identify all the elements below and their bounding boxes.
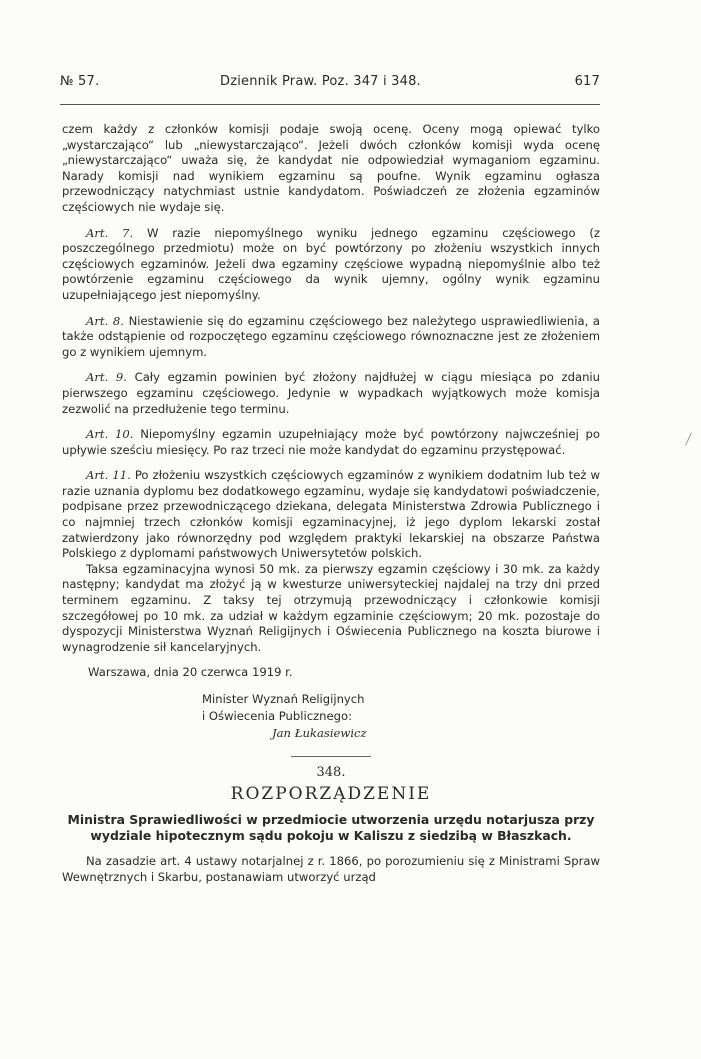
- article-11: [62, 468, 600, 562]
- article-text: Niepomyślny egzamin uzupełniający może być powtórzony najwcześniej po upływie sześciu miesięcy. Po raz trzeci nie może kandydat do egzaminu przystępować.: [62, 427, 600, 457]
- act-number: 348.: [316, 765, 346, 780]
- fee-paragraph: Taksa egzaminacyjna wynosi 50 mk. za pierwszy egzamin częściowy i 30 mk. za każdy następny; kandydat ma złożyć ją w kwesturze uniwersyteckiej najdalej na trzy dni przed terminem egzaminu. Z taksy tej otrzymują przewodniczący i członkowie komisji szczegółowej po 10 mk. za udział w każdym egzaminie częściowym; 20 mk. pozostaje do dyspozycji Ministerstwa Wyznań Religijnych i Oświecenia Publicznego na koszta biurowe i wynagrodzenie sił kancelaryjnych.: [62, 561, 600, 654]
- article-label: Art. 7.: [86, 225, 134, 240]
- act-subject: Ministra Sprawiedliwości w przedmiocie utworzenia urzędu notarjusza przy wydziale hipotecznym sądu pokoju w Kaliszu z siedzibą w Błaszkach.: [67, 812, 595, 844]
- article-text: Po złożeniu wszystkich częściowych egzaminów z wynikiem dodatnim lub też w razie uznania dyplomu bez dodatkowego egzaminu, wydaje się kandydatowi poświadczenie, podpisane przez przewodniczącego dziekana, delegata Ministerstwa Zdrowia Publicznego i co najmniej trzech członków komisji egzaminacyjnej, iż jego dyplom lekarski został zatwierdzony jako równorzędny pod względem praktyki lekarskiej na obszarze Państwa Polskiego z dyplomami państwowych Uniwersytetów polskich.: [62, 468, 600, 561]
- signatory-name: Jan Łukasiewicz: [272, 726, 367, 740]
- article-text: Cały egzamin powinien być złożony najdłużej w ciągu miesiąca po zdaniu pierwszego egzaminu częściowego. Jedynie w wypadkach wyjątkowych może komisja zezwolić na przedłużenie tego terminu.: [62, 370, 600, 416]
- article-text: W razie niepomyślnego wyniku jednego egzaminu częściowego (z poszczególnego przedmiotu) może on być powtórzony po złożeniu wszystkich innych częściowych egzaminów. Jeżeli dwa egzaminy częściowe wypadną niepomyślnie albo też powtórzenie egzaminu częściowego da wynik ujemny, ogólny wynik egzaminu uzupełniającego jest niepomyślny.: [62, 225, 600, 302]
- article-label: Art. 10.: [86, 427, 134, 442]
- dateline: Warszawa, dnia 20 czerwca 1919 r.: [88, 665, 293, 680]
- scan-mark: [685, 432, 692, 445]
- paragraph-continuation: czem każdy z członków komisji podaje swoją ocenę. Oceny mogą opiewać tylko „wystarczająco“ lub „niewystarczająco“. Jeżeli dwóch członków komisji wyda ocenę „niewystarczająco“ uważa się, że kandydat nie odpowiedział wymaganiom egzaminu. Narady komisji nad wynikiem egzaminu są poufne. Wynik egzaminu ogłasza przewodniczący natychmiast ustnie kandydatom. Poświadczeń ze złożenia egzaminów częściowych nie wydaje się.: [62, 122, 600, 214]
- header-rule: [60, 104, 600, 105]
- act-heading: ROZPORZĄDZENIE: [230, 783, 432, 804]
- section-divider: [291, 756, 371, 757]
- signature-block: [202, 691, 600, 742]
- article-7: [62, 226, 600, 304]
- article-10: [62, 427, 600, 458]
- signature-line-2: i Oświecenia Publicznego:: [202, 709, 353, 723]
- act-opening-paragraph: Na zasadzie art. 4 ustawy notarjalnej z r. 1866, po porozumieniu się z Ministrami Spraw Wewnętrznych i Skarbu, postanawiam utworzyć urząd: [62, 854, 600, 884]
- article-8: [62, 314, 600, 361]
- article-label: Art. 9.: [86, 370, 127, 385]
- page-number: 617: [574, 74, 600, 89]
- page-header: [60, 74, 600, 96]
- signature-line-1: Minister Wyznań Religijnych: [202, 692, 365, 706]
- article-label: Art. 8.: [86, 313, 124, 328]
- article-text: Niestawienie się do egzaminu częściowego bez należytego usprawiedliwienia, a także odstąpienie od rozpoczętego egzaminu częściowego równoznaczne jest ze złożeniem go z wynikiem ujemnym.: [62, 313, 601, 359]
- issue-number: № 57.: [60, 74, 100, 89]
- document-body: [62, 122, 600, 895]
- journal-title: Dziennik Praw. Poz. 347 i 348.: [220, 74, 421, 89]
- article-label: Art. 11.: [86, 468, 131, 483]
- article-9: [62, 370, 600, 417]
